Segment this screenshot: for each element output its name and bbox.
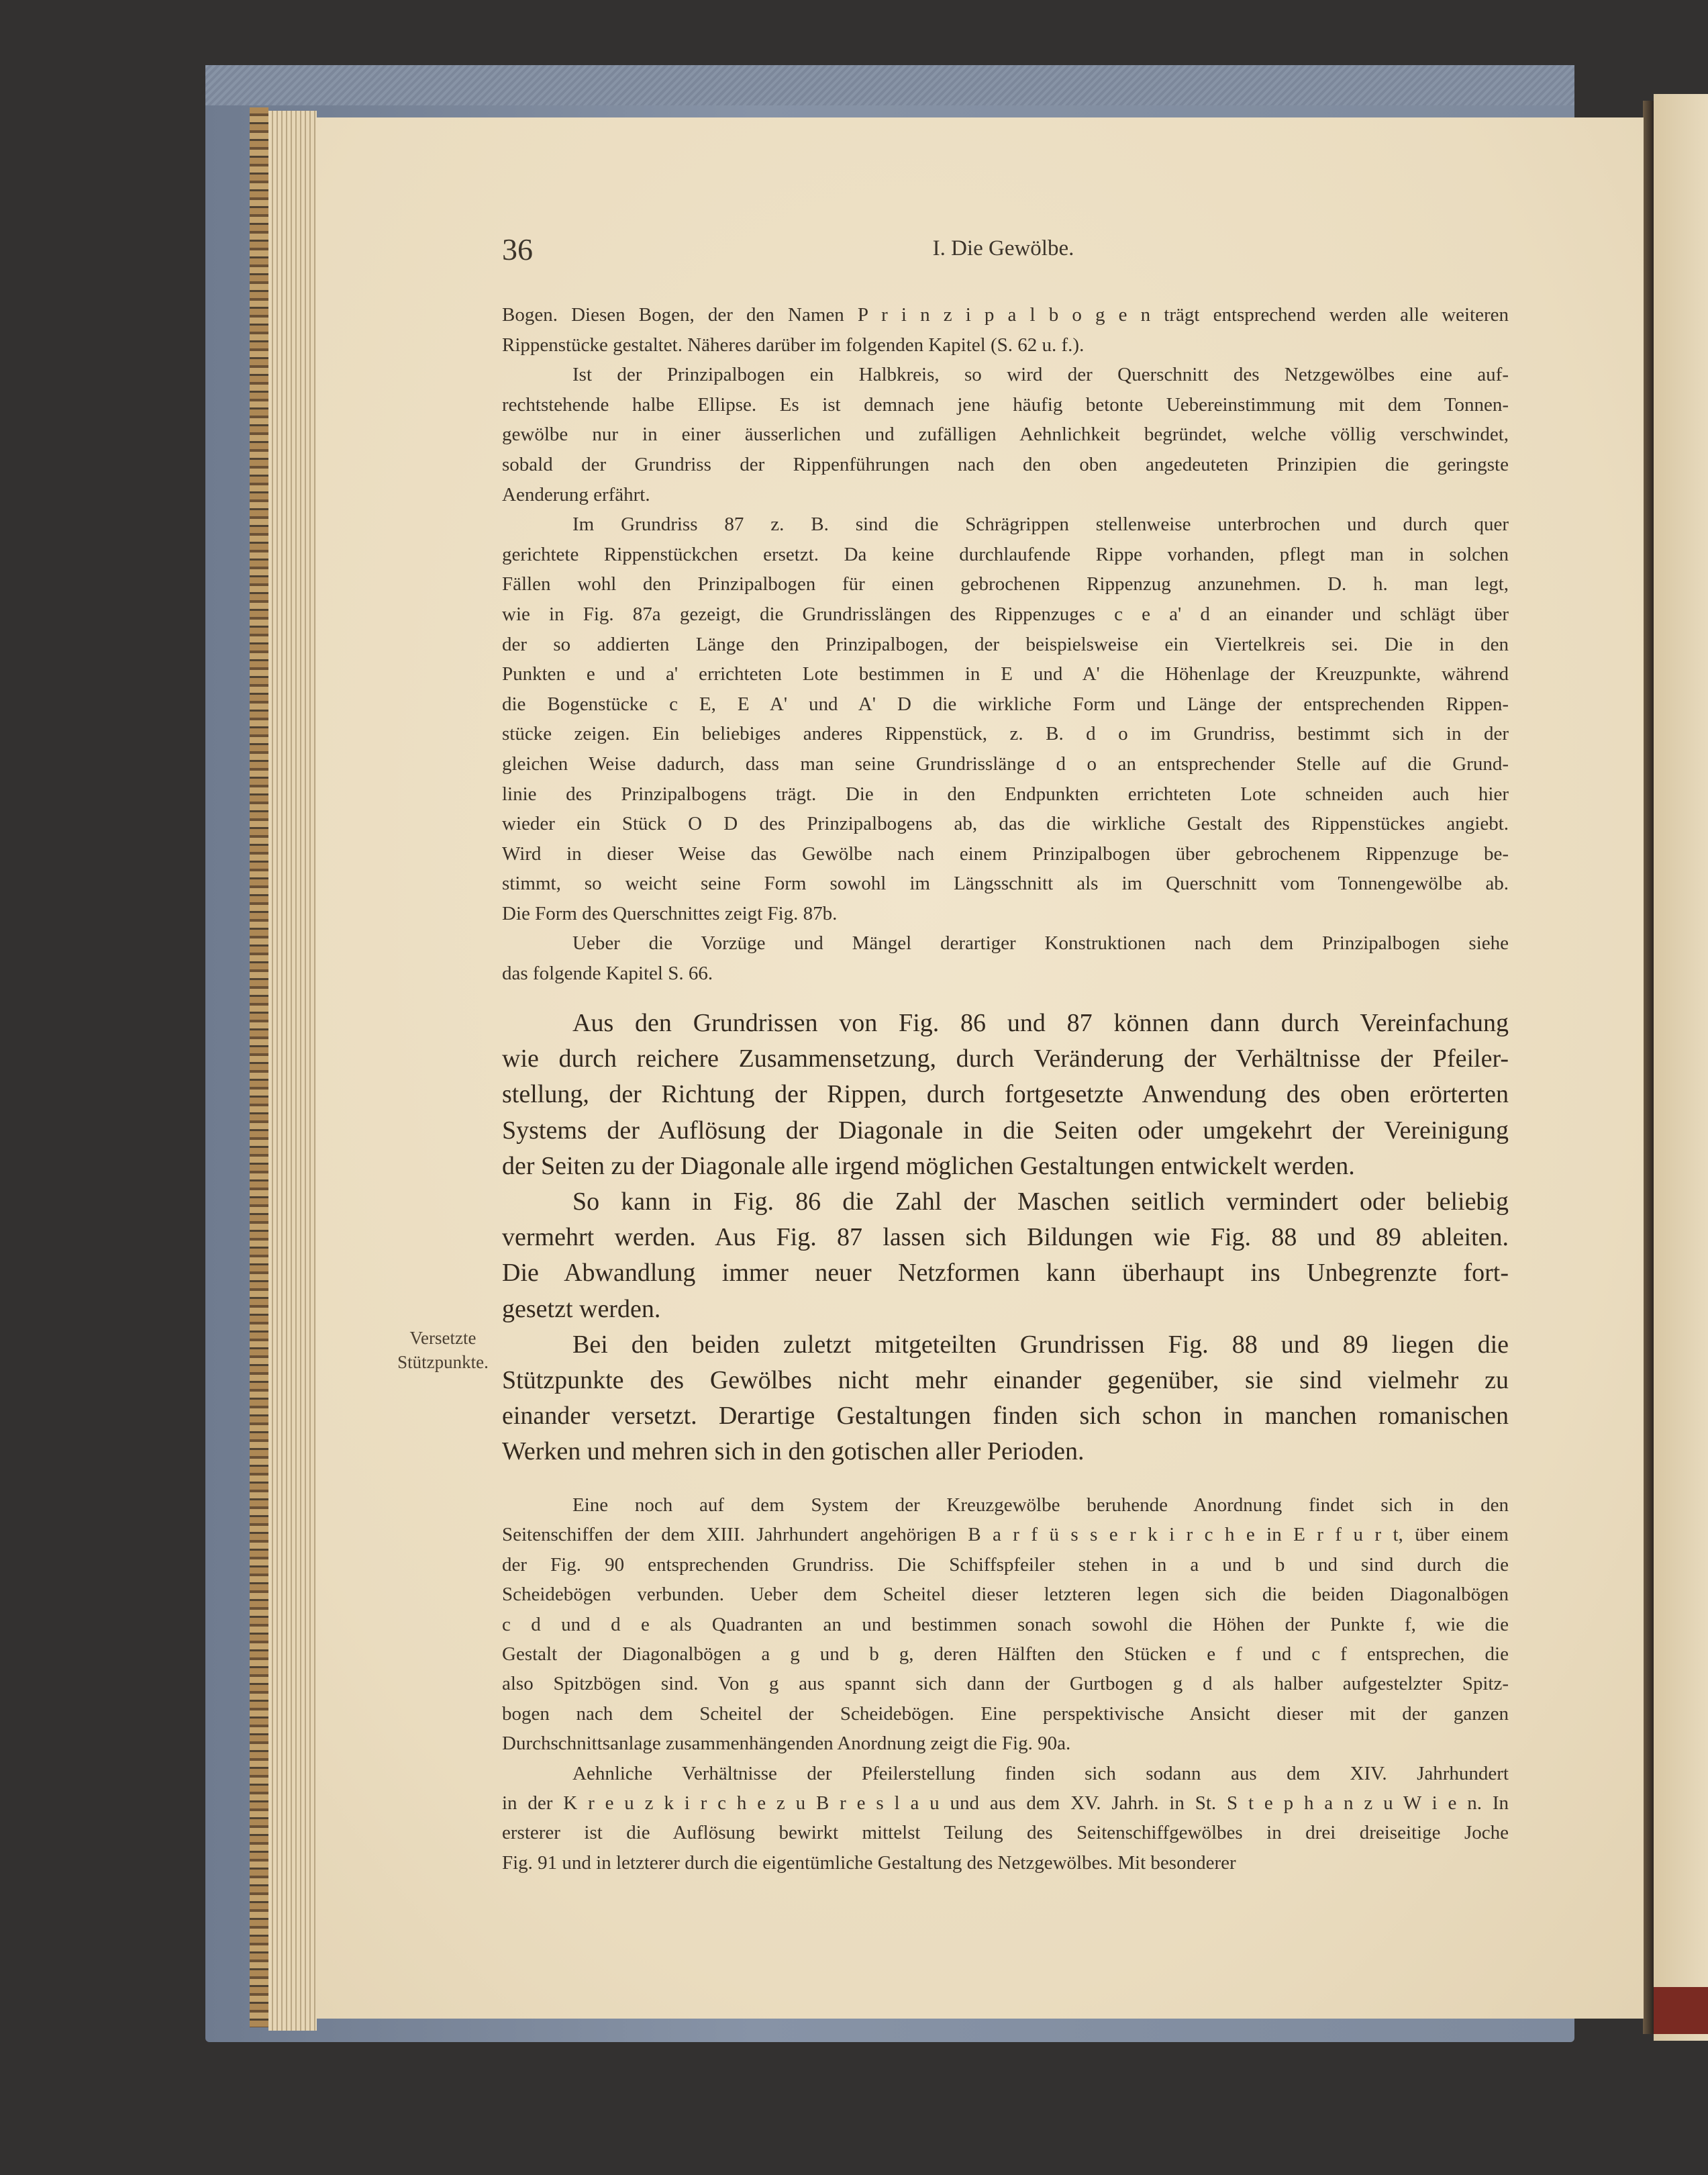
text-line: stücke zeigen. Ein beliebiges anderes Rippenstück, z. B. d o im Grundriss, bestimmt sich in der: [502, 723, 1509, 745]
text-line: der Fig. 90 entsprechenden Grundriss. Die Schiffspfeiler stehen in a und b und sind durch die: [502, 1553, 1509, 1576]
paragraph: [502, 360, 1509, 510]
text-line: Seitenschiffen der dem XIII. Jahrhundert angehörigen B a r f ü s s e r k i r c h e in E r f u r t, über einem: [502, 1524, 1509, 1546]
page-edges: [268, 111, 317, 2031]
text-line: gleichen Weise dadurch, dass man seine Grundrisslänge d o an entsprechender Stelle auf die Grund-: [502, 753, 1509, 775]
text-line: sobald der Grundriss der Rippenführungen nach den oben angedeuteten Prinzipien die geringste: [502, 453, 1509, 475]
text-line: der Seiten zu der Diagonale alle irgend möglichen Gestaltungen entwickelt werden.: [502, 1151, 1355, 1180]
text-line: Die Form des Querschnittes zeigt Fig. 87b.: [502, 902, 838, 924]
text-line: in der K r e u z k i r c h e z u B r e s l a u und aus dem XV. Jahrh. in St. S t e p h a n z u W i e n. In: [502, 1792, 1509, 1815]
text-line: wieder ein Stück O D des Prinzipalbogens ab, das die wirkliche Gestalt des Rippenstückes angiebt.: [502, 813, 1509, 835]
paragraph: [502, 1327, 1509, 1470]
text-line: Fig. 91 und in letzterer durch die eigentümliche Gestaltung des Netzgewölbes. Mit besonderer: [502, 1851, 1236, 1874]
book-cover-edge: [205, 65, 1574, 105]
marbled-endpaper: [250, 107, 268, 2027]
margin-note-line: Stützpunkte.: [397, 1352, 489, 1372]
text-line: Punkten e und a' errichteten Lote bestimmen in E und A' die Höhenlage der Kreuzpunkte, während: [502, 663, 1509, 685]
text-line: das folgende Kapitel S. 66.: [502, 963, 713, 985]
text-line: Durchschnittsanlage zusammenhängenden Anordnung zeigt die Fig. 90a.: [502, 1733, 1071, 1755]
red-page-edge: [1654, 1987, 1708, 2034]
text-line: Ist der Prinzipalbogen ein Halbkreis, so wird der Querschnitt des Netzgewölbes eine auf-: [572, 364, 1509, 386]
text-line: gesetzt werden.: [502, 1294, 661, 1323]
book-gutter: [1643, 101, 1654, 2034]
text-line: Aehnliche Verhältnisse der Pfeilerstellung finden sich sodann aus dem XIV. Jahrhundert: [572, 1762, 1509, 1784]
text-line: Im Grundriss 87 z. B. sind die Schrägrippen stellenweise unterbrochen und durch quer: [572, 514, 1509, 536]
text-line: gerichtete Rippenstückchen ersetzt. Da keine durchlaufende Rippe vorhanden, pflegt man in solchen: [502, 543, 1509, 565]
text-line: die Bogenstücke c E, E A' und A' D die wirkliche Form und Länge der entsprechenden Rippen-: [502, 693, 1509, 715]
paragraph: [502, 1490, 1509, 1759]
paragraph: [502, 1184, 1509, 1327]
facing-page: [1654, 94, 1708, 2041]
text-line: Systems der Auflösung der Diagonale in die Seiten oder umgekehrt der Vereinigung: [502, 1116, 1509, 1145]
text-line: Aus den Grundrissen von Fig. 86 und 87 können dann durch Vereinfachung: [572, 1009, 1509, 1037]
text-line: c d und d e als Quadranten an und bestimmen sonach sowohl die Höhen der Punkte f, wie die: [502, 1613, 1509, 1635]
text-line: Ueber die Vorzüge und Mängel derartiger Konstruktionen nach dem Prinzipalbogen siehe: [572, 932, 1509, 955]
running-title: I. Die Gewölbe.: [932, 236, 1074, 260]
text-line: rechtstehende halbe Ellipse. Es ist demnach jene häufig betonte Uebereinstimmung mit dem Tonnen-: [502, 393, 1509, 416]
margin-note-line: Versetzte: [409, 1328, 476, 1348]
text-line: Aenderung erfährt.: [502, 483, 650, 505]
text-line: stimmt, so weicht seine Form sowohl im Längsschnitt als im Querschnitt vom Tonnengewölbe ab.: [502, 873, 1509, 895]
text-line: Bei den beiden zuletzt mitgeteilten Grundrissen Fig. 88 und 89 liegen die: [572, 1330, 1509, 1359]
text-line: also Spitzbögen sind. Von g aus spannt sich dann der Gurtbogen g d als halber aufgestelzter Spitz-: [502, 1673, 1509, 1695]
text-line: stellung, der Richtung der Rippen, durch fortgesetzte Anwendung des oben erörterten: [502, 1080, 1509, 1109]
paragraph: [502, 1759, 1509, 1878]
margin-note: [376, 1326, 510, 1374]
text-line: Rippenstücke gestaltet. Näheres darüber im folgenden Kapitel (S. 62 u. f.).: [502, 334, 1085, 356]
paragraph: [502, 510, 1509, 928]
text-line: Werken und mehren sich in den gotischen aller Perioden.: [502, 1437, 1085, 1466]
text-block-lower: [502, 1490, 1509, 1878]
text-line: Eine noch auf dem System der Kreuzgewölbe beruhende Anordnung findet sich in den: [572, 1494, 1509, 1516]
text-block-upper: [502, 300, 1509, 989]
text-line: der so addierten Länge den Prinzipalbogen, der beispielsweise ein Viertelkreis sei. Die in den: [502, 633, 1509, 655]
text-block-large: [502, 1006, 1509, 1470]
paragraph: [502, 1006, 1509, 1184]
text-line: einander versetzt. Derartige Gestaltungen finden sich schon in manchen romanischen: [502, 1402, 1509, 1431]
page-number: 36: [502, 232, 533, 267]
text-line: Fällen wohl den Prinzipalbogen für einen gebrochenen Rippenzug anzunehmen. D. h. man legt,: [502, 573, 1509, 595]
text-line: bogen nach dem Scheitel der Scheidebögen. Eine perspektivische Ansicht dieser mit der ganzen: [502, 1702, 1509, 1725]
text-line: Wird in dieser Weise das Gewölbe nach einem Prinzipalbogen über gebrochenem Rippenzuge be-: [502, 842, 1509, 865]
text-line: gewölbe nur in einer äusserlichen und zufälligen Aehnlichkeit begründet, welche völlig verschwindet,: [502, 424, 1509, 446]
text-line: wie durch reichere Zusammensetzung, durch Veränderung der Verhältnisse der Pfeiler-: [502, 1045, 1509, 1073]
text-line: vermehrt werden. Aus Fig. 87 lassen sich Bildungen wie Fig. 88 und 89 ableiten.: [502, 1223, 1509, 1252]
text-line: ersterer ist die Auflösung bewirkt mittelst Teilung des Seitenschiffgewölbes in drei dreiseitige Joche: [502, 1822, 1509, 1844]
text-line: Stützpunkte des Gewölbes nicht mehr einander gegenüber, sie sind vielmehr zu: [502, 1366, 1509, 1395]
text-line: wie in Fig. 87a gezeigt, die Grundrisslängen des Rippenzuges c e a' d an einander und schlägt über: [502, 603, 1509, 625]
text-line: linie des Prinzipalbogens trägt. Die in den Endpunkten errichteten Lote schneiden auch hier: [502, 783, 1509, 805]
text-line: Gestalt der Diagonalbögen a g und b g, deren Hälften den Stücken e f und c f entsprechen, die: [502, 1643, 1509, 1665]
text-line: Scheidebögen verbunden. Ueber dem Scheitel dieser letzteren legen sich die beiden Diagonalbögen: [502, 1584, 1509, 1606]
text-line: Die Abwandlung immer neuer Netzformen kann überhaupt ins Unbegrenzte fort-: [502, 1259, 1509, 1288]
paragraph: [502, 928, 1509, 988]
paragraph: [502, 300, 1509, 360]
text-line: Bogen. Diesen Bogen, der den Namen P r i n z i p a l b o g e n trägt entsprechend werden alle weiteren: [502, 304, 1509, 326]
text-line: So kann in Fig. 86 die Zahl der Maschen seitlich vermindert oder beliebig: [572, 1188, 1509, 1216]
